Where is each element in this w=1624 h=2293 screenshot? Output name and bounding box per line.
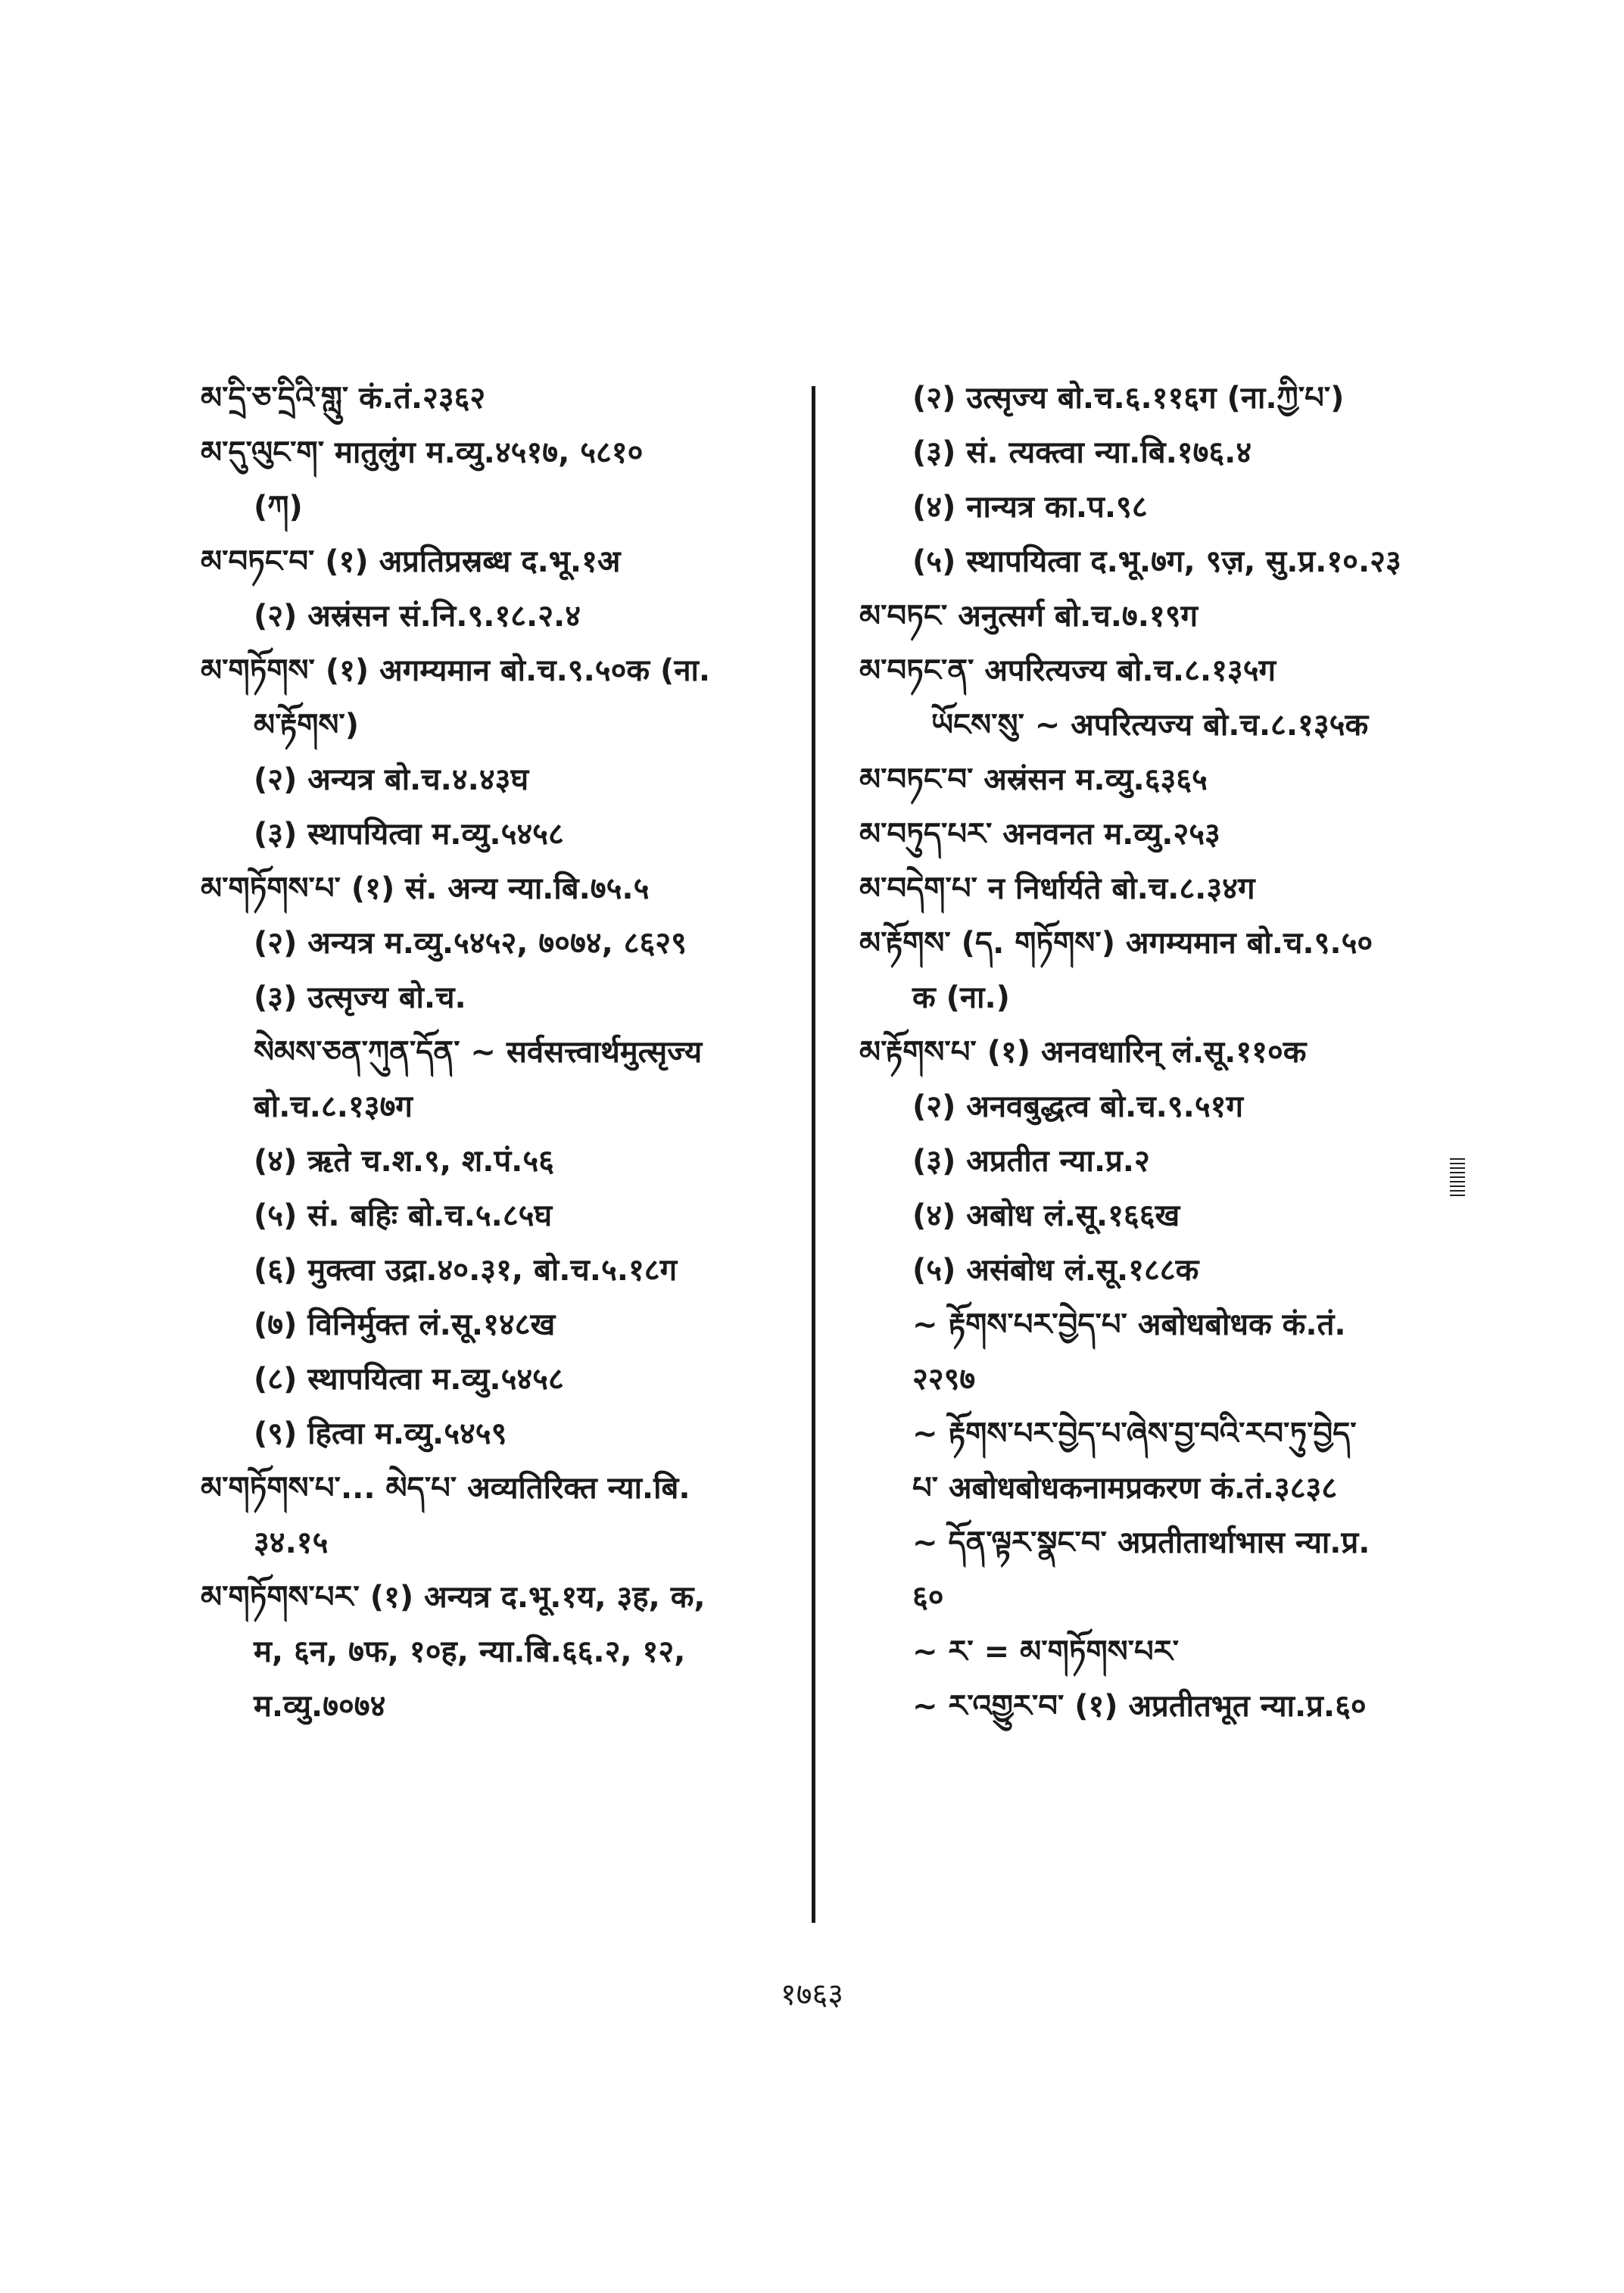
dictionary-line: མ་གཏོགས་ (१) अगम्यमान बो.च.९.५०क (ना.	[201, 653, 711, 688]
dictionary-line: (४) नान्यत्र का.प.९८	[912, 490, 1148, 525]
dictionary-line: म.व्यु.७०७४	[254, 1689, 386, 1724]
dictionary-line: (ཀ)	[254, 490, 303, 525]
page-number: १७६३	[780, 1977, 844, 2012]
dictionary-line: बो.च.८.१३७ग	[254, 1089, 413, 1124]
dictionary-line: སེམས་ཅན་ཀུན་དོན་ ~ सर्वसत्त्वार्थमुत्सृज्य	[254, 1035, 703, 1070]
margin-mark	[1450, 1158, 1465, 1196]
dictionary-line: (२) अन्यत्र बो.च.४.४३घ	[254, 762, 529, 797]
dictionary-line: མ་བཏང་ན་ अपरित्यज्य बो.च.८.१३५ग	[859, 653, 1276, 688]
dictionary-line: མ་གཏོགས་པ་ (१) सं. अन्य न्या.बि.७५.५	[201, 871, 650, 906]
dictionary-line: ~ རྟོགས་པར་བྱེད་པ་ཞེས་བྱ་བའི་རབ་ཏུ་བྱེད་	[912, 1416, 1357, 1451]
dictionary-line: (२) अस्रंसन सं.नि.९.१८.२.४	[254, 599, 581, 634]
dictionary-line: (८) स्थापयित्वा म.व्यु.५४५८	[254, 1362, 564, 1397]
dictionary-line: (५) असंबोध लं.सू.१८८क	[912, 1253, 1199, 1288]
dictionary-line: པ་ अबोधबोधकनामप्रकरण कं.तं.३८३८	[912, 1471, 1338, 1506]
dictionary-line: (३) सं. त्यक्त्वा न्या.बि.१७६.४	[912, 435, 1252, 470]
dictionary-line: མ་བཏུད་པར་ अनवनत म.व्यु.२५३	[859, 817, 1220, 852]
dictionary-line: (३) स्थापयित्वा म.व्यु.५४५८	[254, 817, 564, 852]
dictionary-line: (७) विनिर्मुक्त लं.सू.१४८ख	[254, 1307, 556, 1342]
dictionary-line: མ་གཏོགས་པ་... མེད་པ་ अव्यतिरिक्त न्या.बि.	[201, 1471, 690, 1506]
dictionary-line: २२९७	[912, 1362, 976, 1397]
dictionary-line: མ་བཏང་ अनुत्सर्ग बो.च.७.१९ग	[859, 599, 1199, 634]
dictionary-line: ~ རྟོགས་པར་བྱེད་པ་ अबोधबोधक कं.तं.	[912, 1307, 1346, 1342]
dictionary-line: མ་དྲི་ཅ་དྲིའི་གླུ་ कं.तं.२३६२	[201, 381, 486, 416]
dictionary-line: क (ना.)	[912, 980, 1010, 1015]
dictionary-line: ३४.१५	[254, 1525, 329, 1560]
dictionary-line: མ་གཏོགས་པར་ (१) अन्यत्र द.भू.१य, ३ह, क,	[201, 1580, 706, 1615]
dictionary-line: (३) उत्सृज्य बो.च.	[254, 980, 466, 1015]
dictionary-line: ~ དོན་ལྟར་སྣང་བ་ अप्रतीतार्थाभास न्या.प्र.	[912, 1525, 1370, 1560]
dictionary-line: (५) स्थापयित्वा द.भू.७ग, ९ज़, सु.प्र.१०.२३	[912, 544, 1401, 579]
dictionary-line: (४) ऋते च.श.९, श.पं.५६	[254, 1144, 554, 1179]
dictionary-line: (२) उत्सृज्य बो.च.६.११६ग (ना.ཀྱི་པ་)	[912, 381, 1345, 416]
dictionary-line: མ་བཏང་བ་ अस्रंसन म.व्यु.६३६५	[859, 762, 1208, 797]
dictionary-line: (२) अनवबुद्धत्व बो.च.९.५१ग	[912, 1089, 1243, 1124]
left-column	[201, 371, 799, 1734]
dictionary-line: ~ ར་ = མ་གཏོགས་པར་	[912, 1634, 1180, 1669]
dictionary-line: ~ ར་འགྱུར་བ་ (१) अप्रतीतभूत न्या.प्र.६०	[912, 1689, 1367, 1724]
dictionary-line: མ་རྟོགས་ (ད. གཏོགས་) अगम्यमान बो.च.९.५०	[859, 926, 1373, 961]
dictionary-line: (५) सं. बहिः बो.च.५.८५घ	[254, 1198, 553, 1233]
dictionary-line: (२) अन्यत्र म.व्यु.५४५२, ७०७४, ८६२९	[254, 926, 687, 961]
dictionary-line: (४) अबोध लं.सू.१६६ख	[912, 1198, 1180, 1233]
dictionary-line: (३) अप्रतीत न्या.प्र.२	[912, 1144, 1150, 1179]
dictionary-line: (६) मुक्त्वा उद्रा.४०.३१, बो.च.५.१८ग	[254, 1253, 678, 1288]
dictionary-line: མ་རྟོགས་པ་ (१) अनवधारिन् लं.सू.११०क	[859, 1035, 1307, 1070]
dictionary-line: म, ६न, ७फ, १०ह, न्या.बि.६६.२, १२,	[254, 1634, 686, 1669]
column-divider	[812, 386, 815, 1923]
dictionary-line: མ་རྟོགས་)	[254, 708, 360, 743]
dictionary-line: མ་བདེག་པ་ न निर्धार्यते बो.च.८.३४ग	[859, 871, 1255, 906]
dictionary-line: ६०	[912, 1580, 944, 1615]
dictionary-line: ཡོངས་སུ་ ~ अपरित्यज्य बो.च.८.१३५क	[931, 708, 1369, 743]
dictionary-line: (९) हित्वा म.व्यु.५४५९	[254, 1416, 507, 1451]
dictionary-line: མ་བཏང་བ་ (१) अप्रतिप्रस्रब्ध द.भू.१अ	[201, 544, 621, 579]
right-column	[859, 371, 1480, 1734]
dictionary-line: མ་དུ་ལུང་ག་ मातुलुंग म.व्यु.४५१७, ५८१०	[201, 435, 644, 470]
